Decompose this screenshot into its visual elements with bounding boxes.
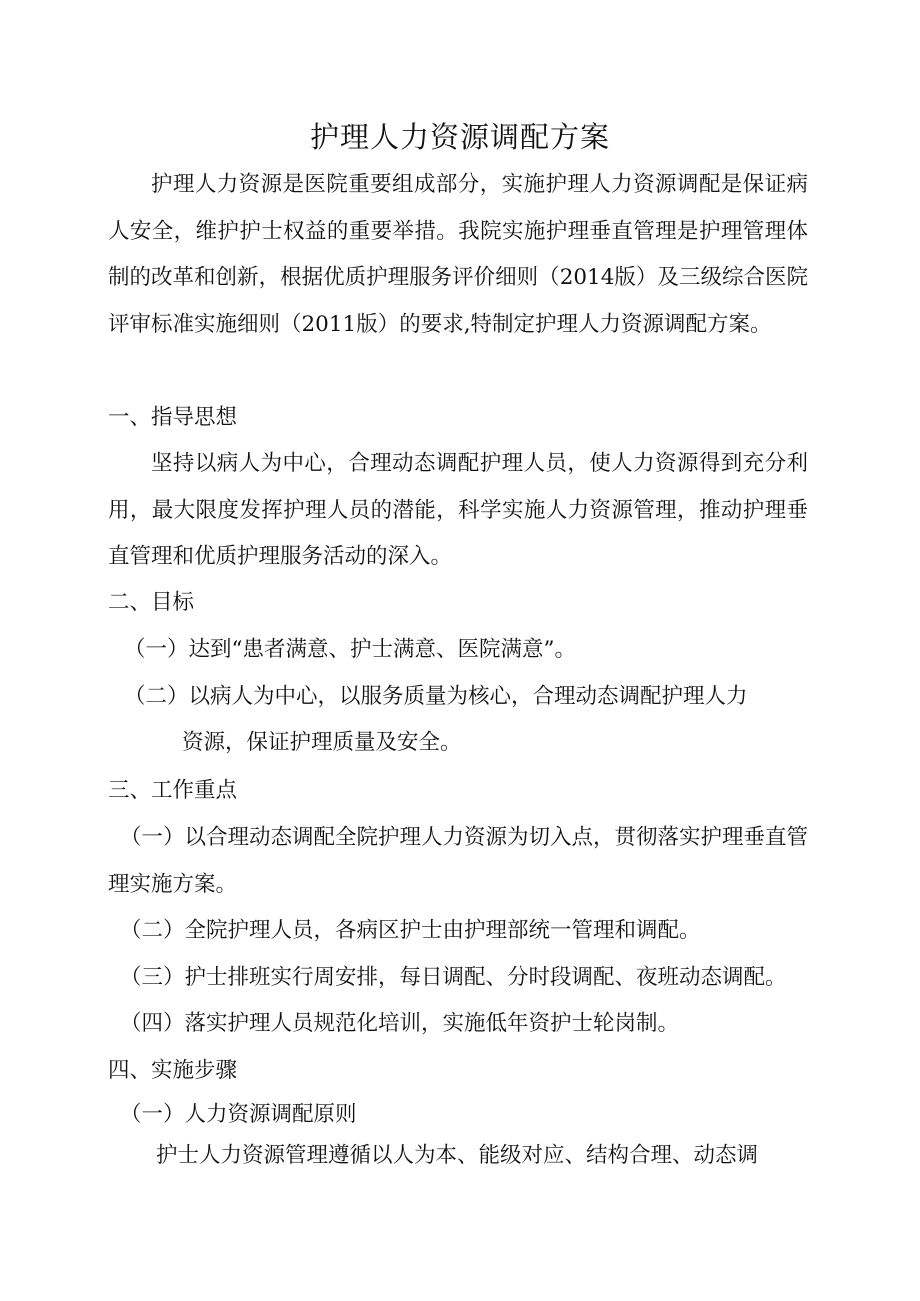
- intro-paragraph: 护理人力资源是医院重要组成部分，实施护理人力资源调配是保证病人安全，维护护士权益的重要举措。我院实施护理垂直管理是护理管理体制的改革和创新，根据优质护理服务评价细则（2014版）及三级综合医院评审标准实施细则（2011版）的要求,特制定护理人力资源调配方案。: [108, 172, 808, 337]
- implementation-principle-text: 护士人力资源管理遵循以人为本、能级对应、结构合理、动态调: [156, 1143, 759, 1168]
- document-title: 护理人力资源调配方案: [309, 120, 610, 154]
- work-focus-item-1: （一）以合理动态调配全院护理人力资源为切入点，贯彻落实护理垂直管理实施方案。: [108, 825, 809, 897]
- goal-item-2: （二）以病人为中心，以服务质量为核心，合理动态调配护理人力: [124, 684, 748, 709]
- section-heading-implementation: 四、实施步骤: [108, 1058, 238, 1083]
- goal-item-2-continued: 资源，保证护理质量及安全。: [182, 730, 462, 755]
- section-heading-guiding-thought: 一、指导思想: [108, 405, 238, 430]
- work-focus-item-2: （二）全院护理人员，各病区护士由护理部统一管理和调配。: [120, 918, 701, 943]
- section-heading-work-focus: 三、工作重点: [108, 778, 238, 803]
- guiding-thought-paragraph: 坚持以病人为中心，合理动态调配护理人员，使人力资源得到充分利用，最大限度发挥护理人员的潜能，科学实施人力资源管理，推动护理垂直管理和优质护理服务活动的深入。: [108, 451, 808, 569]
- goal-item-1: （一）达到“患者满意、护士满意、医院满意”。: [124, 637, 576, 662]
- implementation-subheading: （一）人力资源调配原则: [120, 1102, 357, 1127]
- work-focus-item-4: （四）落实护理人员规范化培训，实施低年资护士轮岗制。: [120, 1011, 680, 1036]
- section-heading-goals: 二、目标: [108, 590, 195, 615]
- work-focus-item-3: （三）护士排班实行周安排，每日调配、分时段调配、夜班动态调配。: [120, 965, 787, 990]
